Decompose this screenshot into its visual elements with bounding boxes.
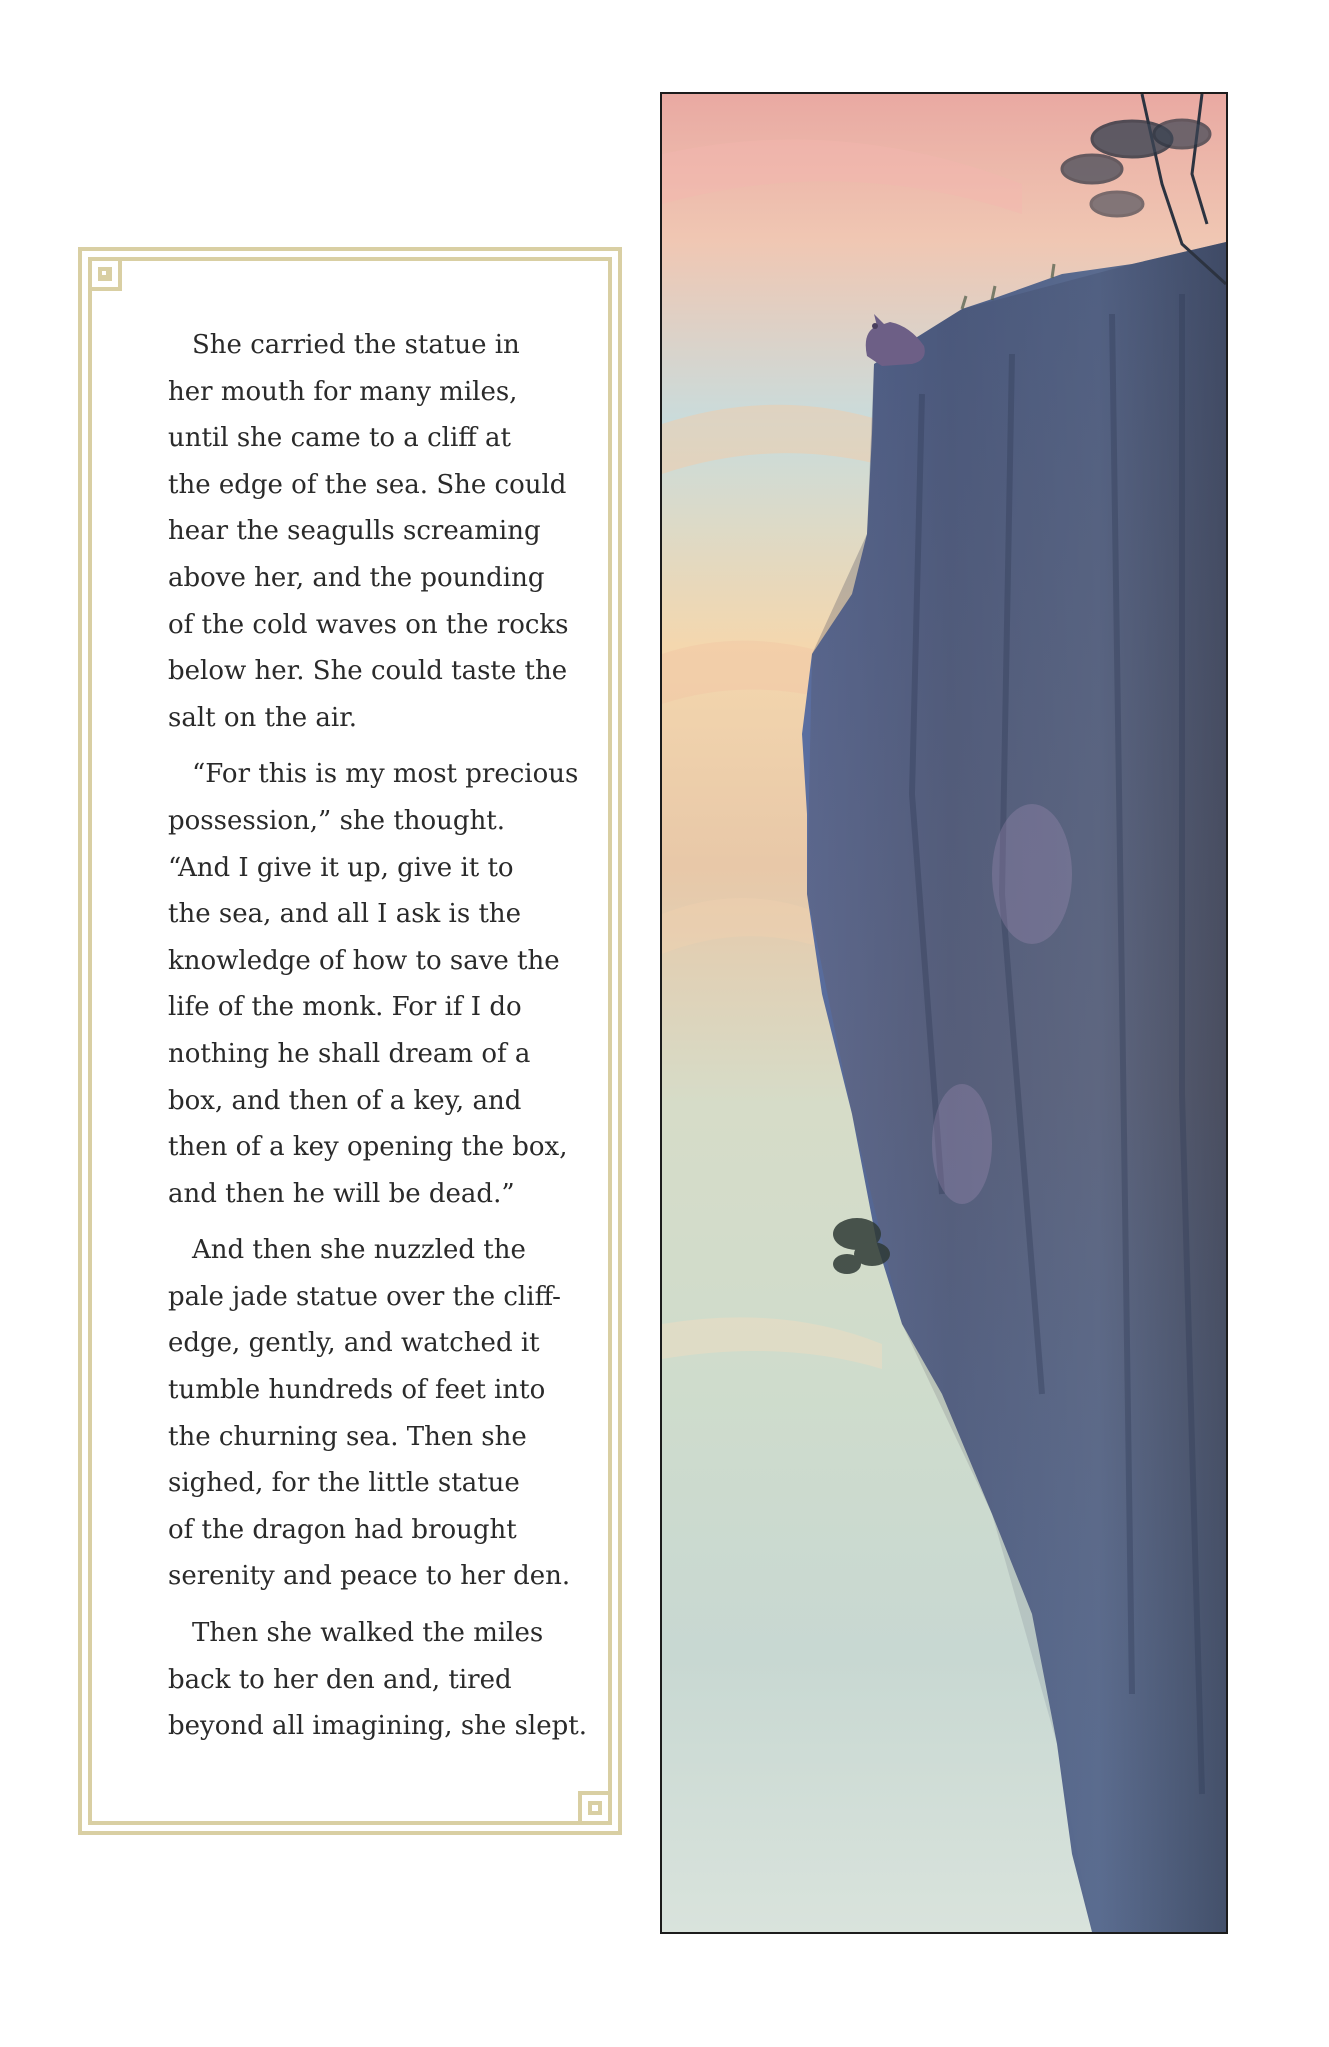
story-line: back to her den and, tired (168, 1664, 512, 1695)
story-line: above her, and the pounding (168, 562, 545, 593)
story-paragraph (168, 322, 598, 741)
story-paragraph (168, 751, 598, 1217)
story-line: of the dragon had brought (168, 1514, 517, 1545)
story-paragraph (168, 1227, 598, 1600)
story-line: sighed, for the little statue (168, 1468, 520, 1499)
story-line: pale jade statue over the cliff- (168, 1281, 561, 1312)
story-line: the edge of the sea. She could (168, 469, 567, 500)
story-line: edge, gently, and watched it (168, 1328, 540, 1359)
story-line: “For this is my most precious (192, 759, 579, 790)
story-line: salt on the air. (168, 702, 358, 733)
story-line: her mouth for many miles, (168, 376, 518, 407)
story-line: of the cold waves on the rocks (168, 609, 569, 640)
story-line: beyond all imagining, she slept. (168, 1711, 587, 1742)
story-line: nothing he shall dream of a (168, 1038, 531, 1069)
cliff-illustration (660, 92, 1228, 1934)
story-line: possession,” she thought. (168, 805, 506, 836)
story-line: hear the seagulls screaming (168, 516, 541, 547)
story-text-block (168, 322, 598, 1760)
story-line: and then he will be dead.” (168, 1178, 515, 1209)
story-line: knowledge of how to save the (168, 945, 560, 976)
story-line: the churning sea. Then she (168, 1421, 527, 1452)
story-line: the sea, and all I ask is the (168, 899, 522, 930)
story-line: She carried the statue in (192, 330, 520, 360)
story-line: below her. She could taste the (168, 656, 568, 687)
cliff-painting (662, 94, 1226, 1932)
story-line: until she came to a cliff at (168, 423, 511, 454)
story-line: And then she nuzzled the (192, 1235, 526, 1266)
story-line: tumble hundreds of feet into (168, 1375, 546, 1406)
story-paragraph (168, 1610, 598, 1750)
story-line: box, and then of a key, and (168, 1085, 522, 1116)
story-line: Then she walked the miles (192, 1618, 544, 1649)
story-line: “And I give it up, give it to (168, 852, 514, 883)
story-line: then of a key opening the box, (168, 1132, 568, 1163)
story-line: life of the monk. For if I do (168, 992, 522, 1023)
story-line: serenity and peace to her den. (168, 1561, 571, 1592)
